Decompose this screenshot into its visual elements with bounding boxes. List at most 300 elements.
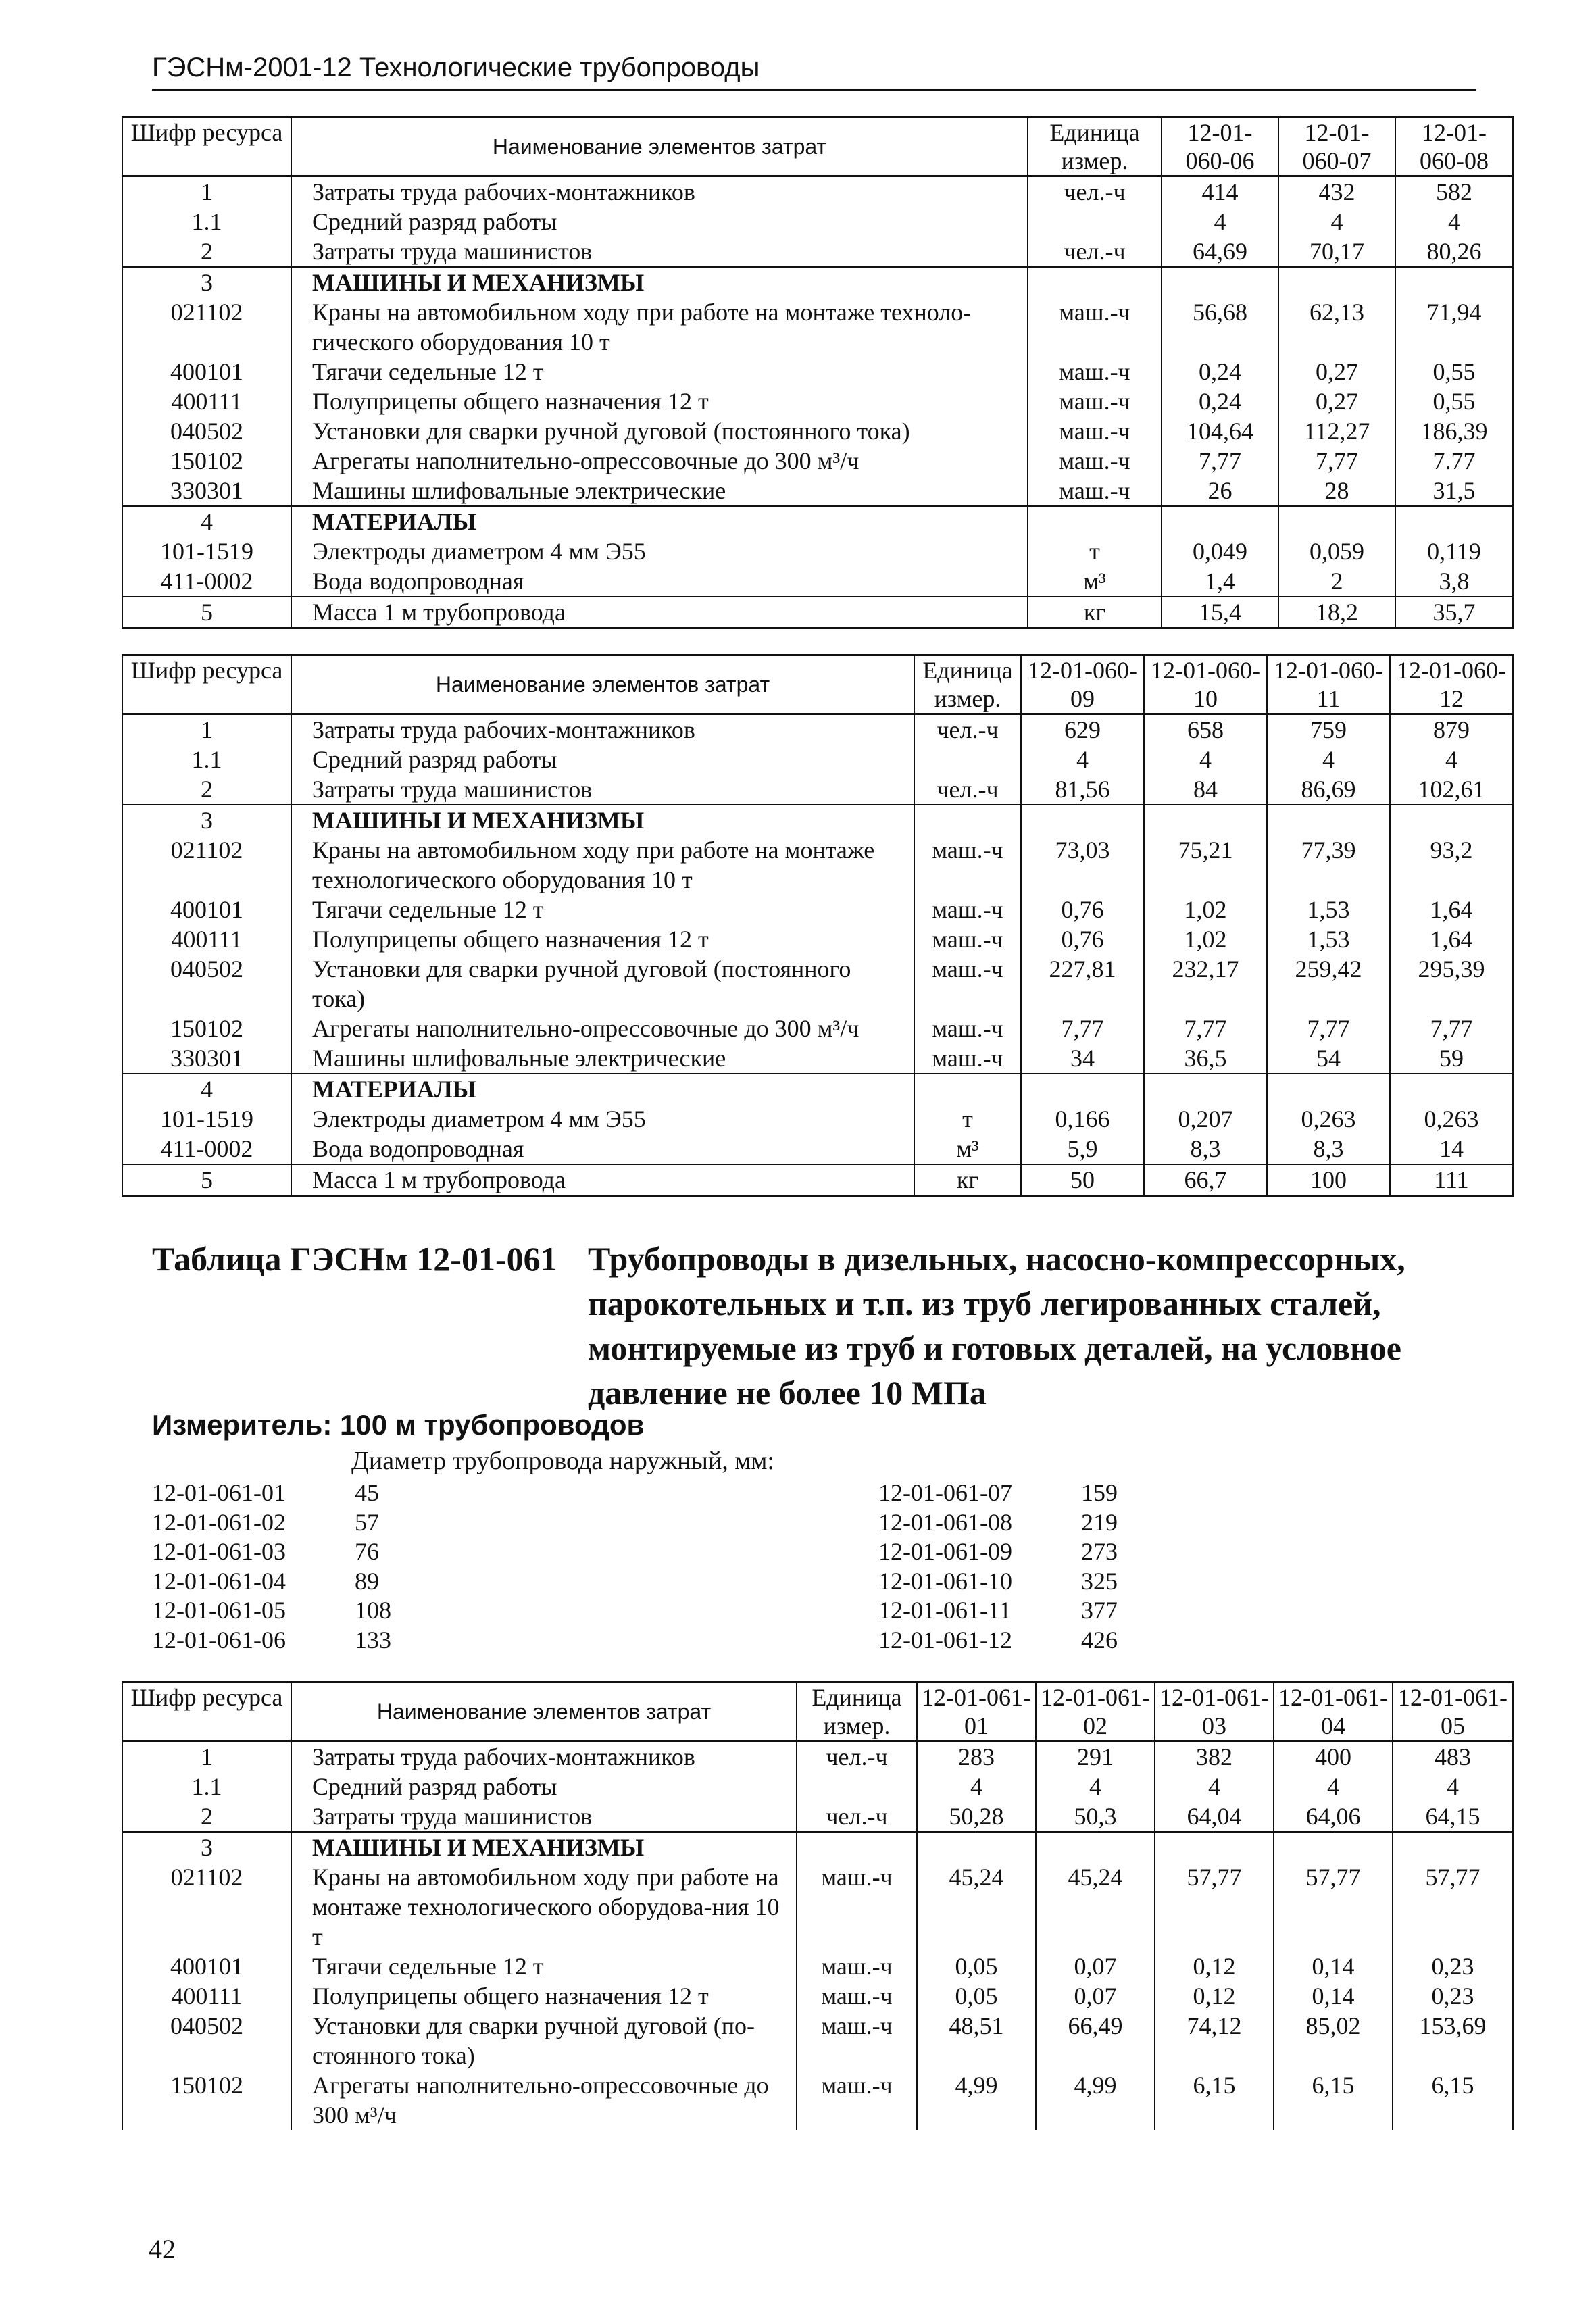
row-name: МАШИНЫ И МЕХАНИЗМЫ (291, 267, 1028, 297)
diameter-row (152, 1626, 391, 1656)
row-value: 14 (1390, 1134, 1513, 1164)
row-unit: маш.-ч (797, 1862, 917, 1951)
row-value: 6,15 (1393, 2070, 1513, 2130)
row-unit: маш.-ч (797, 2011, 917, 2070)
row-name: Масса 1 м трубопровода (291, 597, 1028, 628)
row-code: 400111 (122, 387, 291, 416)
row-unit: кг (914, 1164, 1021, 1196)
row-name: Тягачи седельные 12 т (291, 357, 1028, 387)
row-code: 1 (122, 176, 291, 207)
row-code: 400101 (122, 1951, 291, 1981)
row-unit: кг (1028, 597, 1162, 628)
table-row (122, 1104, 1513, 1134)
row-name: МАШИНЫ И МЕХАНИЗМЫ (291, 805, 914, 835)
header-unit: Единица измер. (914, 655, 1021, 714)
row-unit: чел.-ч (914, 774, 1021, 805)
row-value: 658 (1144, 714, 1267, 745)
row-unit: маш.-ч (914, 835, 1021, 895)
row-unit: чел.-ч (914, 714, 1021, 745)
norm-table-2 (122, 654, 1514, 1197)
diameter-code: 12-01-061-04 (152, 1567, 286, 1595)
row-unit (797, 1832, 917, 1862)
row-code: 4 (122, 506, 291, 537)
row-value: 153,69 (1393, 2011, 1513, 2070)
row-value: 4,99 (1036, 2070, 1155, 2130)
row-name: Электроды диаметром 4 мм Э55 (291, 537, 1028, 566)
row-name: Средний разряд работы (291, 745, 914, 774)
table-title-text: Трубопроводы в дизельных, насосно-компрессорных, парокотельных и т.п. из труб легированных сталей, монтируемые из труб и готовых деталей, на условное давление не более 10 МПа (588, 1240, 1405, 1412)
row-value: 7,77 (1390, 1014, 1513, 1043)
row-code: 040502 (122, 2011, 291, 2070)
diameter-value: 273 (1081, 1538, 1118, 1565)
row-code: 101-1519 (122, 537, 291, 566)
row-code: 330301 (122, 1043, 291, 1074)
row-value: 0,207 (1144, 1104, 1267, 1134)
row-value: 4 (1021, 745, 1144, 774)
row-value: 0,07 (1036, 1951, 1155, 1981)
row-name: Масса 1 м трубопровода (291, 1164, 914, 1196)
diameter-code: 12-01-061-10 (878, 1567, 1012, 1595)
row-value: 36,5 (1144, 1043, 1267, 1074)
row-value: 59 (1390, 1043, 1513, 1074)
row-code: 5 (122, 597, 291, 628)
row-code: 150102 (122, 446, 291, 476)
diameter-value: 45 (355, 1479, 379, 1506)
table-row (122, 267, 1513, 297)
row-value: 104,64 (1162, 416, 1278, 446)
row-value: 291 (1036, 1741, 1155, 1772)
header-unit: Единица измер. (797, 1683, 917, 1741)
row-value: 0,263 (1267, 1104, 1390, 1134)
header-code: Шифр ресурса (122, 1683, 291, 1741)
row-value: 0,07 (1036, 1981, 1155, 2011)
row-value (1021, 805, 1144, 835)
row-value: 0,23 (1393, 1951, 1513, 1981)
row-value: 66,49 (1036, 2011, 1155, 2070)
row-name: Краны на автомобильном ходу при работе на монтаже технологического оборудова-ния 10 т (291, 1862, 797, 1951)
diameter-code: 12-01-061-06 (152, 1626, 286, 1653)
row-code: 021102 (122, 835, 291, 895)
row-value: 1,02 (1144, 924, 1267, 954)
table-row (122, 416, 1513, 446)
header-norm-code: 12-01-060-12 (1390, 655, 1513, 714)
row-value (1278, 506, 1395, 537)
row-value: 35,7 (1395, 597, 1513, 628)
row-value: 0,119 (1395, 537, 1513, 566)
row-unit: маш.-ч (1028, 387, 1162, 416)
header-norm-code: 12-01-060-10 (1144, 655, 1267, 714)
row-value: 50 (1021, 1164, 1144, 1196)
row-value (1162, 506, 1278, 537)
row-value (1036, 1832, 1155, 1862)
diameter-row (878, 1626, 1118, 1656)
diameter-row (878, 1537, 1118, 1567)
table-row (122, 774, 1513, 805)
table-row (122, 207, 1513, 237)
diameter-row (878, 1478, 1118, 1508)
diameter-row (878, 1508, 1118, 1538)
row-name: Затраты труда машинистов (291, 237, 1028, 267)
row-code: 101-1519 (122, 1104, 291, 1134)
row-code: 2 (122, 1801, 291, 1832)
row-value: 382 (1155, 1741, 1274, 1772)
row-value: 7,77 (1144, 1014, 1267, 1043)
diameter-value: 219 (1081, 1508, 1118, 1536)
row-name: Краны на автомобильном ходу при работе на монтаже техноло-гического оборудования 10 т (291, 297, 1028, 357)
row-unit (914, 745, 1021, 774)
row-value: 112,27 (1278, 416, 1395, 446)
row-unit: маш.-ч (1028, 297, 1162, 357)
table-row (122, 2011, 1513, 2070)
row-value: 26 (1162, 476, 1278, 506)
row-value: 56,68 (1162, 297, 1278, 357)
diameter-row (152, 1478, 391, 1508)
row-value: 15,4 (1162, 597, 1278, 628)
row-unit: маш.-ч (797, 1981, 917, 2011)
row-code: 040502 (122, 416, 291, 446)
row-unit: м³ (914, 1134, 1021, 1164)
row-value: 0,55 (1395, 357, 1513, 387)
table-row (122, 176, 1513, 207)
table-row (122, 1164, 1513, 1196)
table-row (122, 357, 1513, 387)
row-value (1390, 805, 1513, 835)
table-row (122, 597, 1513, 628)
row-unit: чел.-ч (797, 1801, 917, 1832)
table-row (122, 835, 1513, 895)
header-name: Наименование элементов затрат (291, 655, 914, 714)
row-code: 021102 (122, 1862, 291, 1951)
diameter-value: 89 (355, 1567, 379, 1595)
row-value (1267, 1074, 1390, 1104)
row-name: Установки для сварки ручной дуговой (постоянного тока) (291, 416, 1028, 446)
row-value: 414 (1162, 176, 1278, 207)
header-norm-code: 12-01-061-01 (917, 1683, 1036, 1741)
row-value: 0,05 (917, 1951, 1036, 1981)
row-value: 100 (1267, 1164, 1390, 1196)
header-norm-code: 12-01-060-06 (1162, 118, 1278, 176)
row-unit: маш.-ч (797, 2070, 917, 2130)
header-row (122, 655, 1513, 714)
row-value: 879 (1390, 714, 1513, 745)
row-name: Полуприцепы общего назначения 12 т (291, 924, 914, 954)
row-unit: маш.-ч (1028, 476, 1162, 506)
table-row (122, 446, 1513, 476)
header-unit: Единица измер. (1028, 118, 1162, 176)
row-value: 4 (1393, 1772, 1513, 1801)
row-name: МАТЕРИАЛЫ (291, 1074, 914, 1104)
diameter-code: 12-01-061-08 (878, 1508, 1012, 1536)
row-value: 64,15 (1393, 1801, 1513, 1832)
row-value: 582 (1395, 176, 1513, 207)
diameter-row (878, 1567, 1118, 1597)
header-norm-code: 12-01-060-11 (1267, 655, 1390, 714)
row-unit (797, 1772, 917, 1801)
row-value: 77,39 (1267, 835, 1390, 895)
row-value: 4 (1144, 745, 1267, 774)
row-value (1021, 1074, 1144, 1104)
row-value (1395, 506, 1513, 537)
row-value: 18,2 (1278, 597, 1395, 628)
table-row (122, 714, 1513, 745)
row-code: 4 (122, 1074, 291, 1104)
row-value: 0,12 (1155, 1951, 1274, 1981)
row-value: 283 (917, 1741, 1036, 1772)
row-value: 2 (1278, 566, 1395, 597)
diameter-code: 12-01-061-02 (152, 1508, 286, 1536)
table-row (122, 1981, 1513, 2011)
row-value (1267, 805, 1390, 835)
row-code: 5 (122, 1164, 291, 1196)
diameter-row (152, 1508, 391, 1538)
row-value: 84 (1144, 774, 1267, 805)
row-unit: маш.-ч (1028, 446, 1162, 476)
row-value: 80,26 (1395, 237, 1513, 267)
row-value: 28 (1278, 476, 1395, 506)
row-unit: маш.-ч (914, 954, 1021, 1014)
row-code: 1.1 (122, 745, 291, 774)
table-row (122, 745, 1513, 774)
row-value: 64,69 (1162, 237, 1278, 267)
row-value: 0,24 (1162, 357, 1278, 387)
row-value: 0,27 (1278, 387, 1395, 416)
row-value: 48,51 (917, 2011, 1036, 2070)
row-name: Затраты труда машинистов (291, 1801, 797, 1832)
row-value: 57,77 (1155, 1862, 1274, 1951)
header-code: Шифр ресурса (122, 655, 291, 714)
row-value (1390, 1074, 1513, 1104)
row-value: 8,3 (1267, 1134, 1390, 1164)
page-number: 42 (149, 2234, 176, 2264)
row-value: 7,77 (1021, 1014, 1144, 1043)
row-code: 330301 (122, 476, 291, 506)
table-row (122, 1862, 1513, 1951)
row-unit: чел.-ч (1028, 237, 1162, 267)
row-value: 759 (1267, 714, 1390, 745)
row-value: 400 (1274, 1741, 1393, 1772)
row-unit (914, 805, 1021, 835)
row-code: 3 (122, 805, 291, 835)
row-unit (914, 1074, 1021, 1104)
row-name: Полуприцепы общего назначения 12 т (291, 387, 1028, 416)
diameter-value: 159 (1081, 1479, 1118, 1506)
row-value: 7,77 (1278, 446, 1395, 476)
diameter-row (152, 1567, 391, 1597)
diameter-list-left (152, 1478, 391, 1655)
row-unit: т (1028, 537, 1162, 566)
table-row (122, 1014, 1513, 1043)
diameter-value: 57 (355, 1508, 379, 1536)
row-value: 86,69 (1267, 774, 1390, 805)
table-row (122, 237, 1513, 267)
row-value (1144, 805, 1267, 835)
table-row (122, 1772, 1513, 1801)
header-name: Наименование элементов затрат (291, 1683, 797, 1741)
row-value: 70,17 (1278, 237, 1395, 267)
row-code: 400111 (122, 924, 291, 954)
row-unit (1028, 207, 1162, 237)
table-row (122, 1801, 1513, 1832)
row-value: 45,24 (1036, 1862, 1155, 1951)
row-value: 4 (1395, 207, 1513, 237)
header-name: Наименование элементов затрат (291, 118, 1028, 176)
row-code: 2 (122, 774, 291, 805)
table-title-label: Таблица ГЭСНм 12-01-061 (152, 1240, 557, 1278)
row-value: 0,059 (1278, 537, 1395, 566)
row-unit: чел.-ч (1028, 176, 1162, 207)
row-name: Затраты труда рабочих-монтажников (291, 714, 914, 745)
row-code: 021102 (122, 297, 291, 357)
diameter-value: 108 (355, 1597, 391, 1624)
diameter-code: 12-01-061-03 (152, 1538, 286, 1565)
diameter-code: 12-01-061-09 (878, 1538, 1012, 1565)
row-name: Электроды диаметром 4 мм Э55 (291, 1104, 914, 1134)
row-unit: маш.-ч (1028, 416, 1162, 446)
table-row (122, 1951, 1513, 1981)
row-value: 0,76 (1021, 924, 1144, 954)
table-row (122, 895, 1513, 924)
table-row (122, 1074, 1513, 1104)
row-value: 0,14 (1274, 1951, 1393, 1981)
row-unit: маш.-ч (797, 1951, 917, 1981)
row-value: 0,27 (1278, 357, 1395, 387)
row-value: 7.77 (1395, 446, 1513, 476)
row-value (1162, 267, 1278, 297)
row-value: 7,77 (1267, 1014, 1390, 1043)
diameter-row (878, 1596, 1118, 1626)
row-value (1155, 1832, 1274, 1862)
header-norm-code: 12-01-061-04 (1274, 1683, 1393, 1741)
header-code: Шифр ресурса (122, 118, 291, 176)
row-name: Установки для сварки ручной дуговой (по-стоянного тока) (291, 2011, 797, 2070)
diameter-caption: Диаметр трубопровода наружный, мм: (351, 1447, 774, 1475)
row-value: 0,05 (917, 1981, 1036, 2011)
row-value: 50,3 (1036, 1801, 1155, 1832)
row-value: 0,55 (1395, 387, 1513, 416)
diameter-value: 325 (1081, 1567, 1118, 1595)
row-value: 232,17 (1144, 954, 1267, 1014)
norm-table-1 (122, 116, 1514, 629)
row-name: Затраты труда рабочих-монтажников (291, 1741, 797, 1772)
row-value: 74,12 (1155, 2011, 1274, 2070)
table-row (122, 566, 1513, 597)
diameter-code: 12-01-061-12 (878, 1626, 1012, 1653)
table-row (122, 2070, 1513, 2130)
header-norm-code: 12-01-060-08 (1395, 118, 1513, 176)
row-name: Тягачи седельные 12 т (291, 1951, 797, 1981)
header-norm-code: 12-01-061-02 (1036, 1683, 1155, 1741)
row-value: 57,77 (1274, 1862, 1393, 1951)
row-value: 0,166 (1021, 1104, 1144, 1134)
table-row (122, 476, 1513, 506)
row-name: Затраты труда машинистов (291, 774, 914, 805)
row-name: Установки для сварки ручной дуговой (постоянного тока) (291, 954, 914, 1014)
row-value (1274, 1832, 1393, 1862)
row-unit: маш.-ч (914, 1043, 1021, 1074)
diameter-row (152, 1596, 391, 1626)
row-value: 64,06 (1274, 1801, 1393, 1832)
diameter-row (152, 1537, 391, 1567)
row-value: 4 (1155, 1772, 1274, 1801)
row-value: 64,04 (1155, 1801, 1274, 1832)
row-value: 4 (1036, 1772, 1155, 1801)
row-value: 227,81 (1021, 954, 1144, 1014)
table-row (122, 506, 1513, 537)
row-name: МАШИНЫ И МЕХАНИЗМЫ (291, 1832, 797, 1862)
row-value: 629 (1021, 714, 1144, 745)
row-value: 66,7 (1144, 1164, 1267, 1196)
row-value: 34 (1021, 1043, 1144, 1074)
row-value (917, 1832, 1036, 1862)
row-value: 1,4 (1162, 566, 1278, 597)
row-value: 6,15 (1274, 2070, 1393, 2130)
row-code: 400101 (122, 895, 291, 924)
row-unit: маш.-ч (914, 924, 1021, 954)
row-unit: маш.-ч (914, 1014, 1021, 1043)
row-value: 0,23 (1393, 1981, 1513, 2011)
header-norm-code: 12-01-061-05 (1393, 1683, 1513, 1741)
row-value: 93,2 (1390, 835, 1513, 895)
table-row (122, 387, 1513, 416)
row-value: 0,263 (1390, 1104, 1513, 1134)
row-value (1393, 1832, 1513, 1862)
row-name: Машины шлифовальные электрические (291, 476, 1028, 506)
row-value: 1,64 (1390, 924, 1513, 954)
row-value: 85,02 (1274, 2011, 1393, 2070)
row-value (1144, 1074, 1267, 1104)
row-unit: м³ (1028, 566, 1162, 597)
header-row (122, 1683, 1513, 1741)
diameter-code: 12-01-061-01 (152, 1479, 286, 1506)
row-name: Вода водопроводная (291, 566, 1028, 597)
row-value: 483 (1393, 1741, 1513, 1772)
row-code: 411-0002 (122, 1134, 291, 1164)
row-value: 4 (1278, 207, 1395, 237)
row-code: 1.1 (122, 207, 291, 237)
row-value: 1,53 (1267, 924, 1390, 954)
row-value: 5,9 (1021, 1134, 1144, 1164)
row-value: 54 (1267, 1043, 1390, 1074)
measure-unit: Измеритель: 100 м трубопроводов (152, 1409, 645, 1441)
table-row (122, 1741, 1513, 1772)
diameter-code: 12-01-061-05 (152, 1597, 286, 1624)
row-value: 57,77 (1393, 1862, 1513, 1951)
header-norm-code: 12-01-061-03 (1155, 1683, 1274, 1741)
row-name: Агрегаты наполнительно-опрессовочные до 300 м³/ч (291, 1014, 914, 1043)
row-value: 259,42 (1267, 954, 1390, 1014)
row-code: 400111 (122, 1981, 291, 2011)
row-value: 31,5 (1395, 476, 1513, 506)
row-value: 4 (1162, 207, 1278, 237)
row-code: 3 (122, 1832, 291, 1862)
table-row (122, 537, 1513, 566)
row-name: Краны на автомобильном ходу при работе на монтаже технологического оборудования 10 т (291, 835, 914, 895)
row-value: 0,14 (1274, 1981, 1393, 2011)
row-value: 0,76 (1021, 895, 1144, 924)
row-name: Машины шлифовальные электрические (291, 1043, 914, 1074)
diameter-value: 76 (355, 1538, 379, 1565)
row-value: 4,99 (917, 2070, 1036, 2130)
row-value: 0,24 (1162, 387, 1278, 416)
row-value: 45,24 (917, 1862, 1036, 1951)
row-name: Агрегаты наполнительно-опрессовочные до 300 м³/ч (291, 2070, 797, 2130)
row-unit: т (914, 1104, 1021, 1134)
row-name: Вода водопроводная (291, 1134, 914, 1164)
row-code: 3 (122, 267, 291, 297)
row-value: 1,53 (1267, 895, 1390, 924)
row-name: Тягачи седельные 12 т (291, 895, 914, 924)
diameter-list-right (878, 1478, 1118, 1655)
